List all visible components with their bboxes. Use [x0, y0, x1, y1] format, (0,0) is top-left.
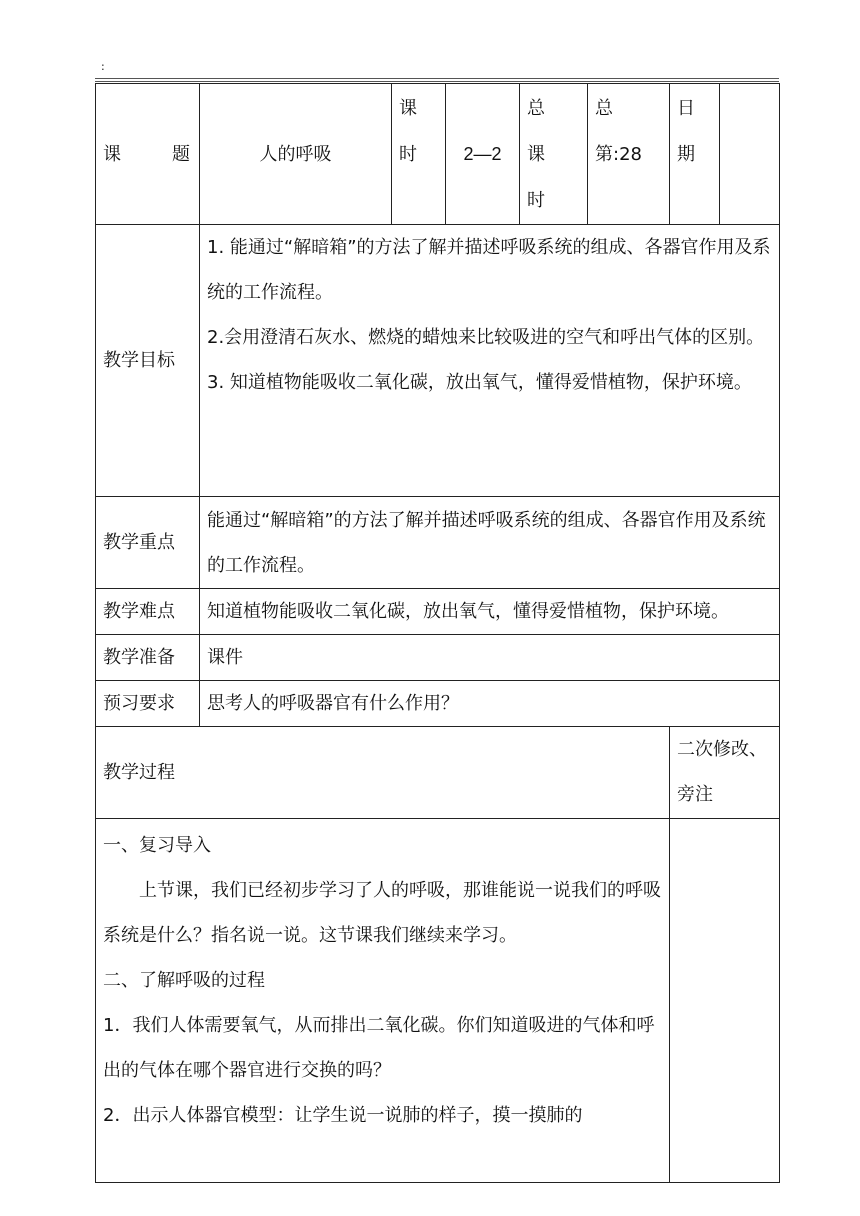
process-header-row	[96, 727, 780, 819]
total-label-top: 总 课	[527, 98, 563, 165]
date-label-bottom: 期	[677, 144, 695, 165]
process-heading: 二、了解呼吸的过程	[103, 970, 265, 991]
objective-item: 2.会用澄清石灰水、燃烧的蜡烛来比较吸进的空气和呼出气体的区别。	[207, 327, 765, 348]
period-label-cell	[392, 84, 446, 225]
date-label-cell	[670, 84, 720, 225]
date-label-top: 日	[677, 98, 695, 119]
objective-item: 1. 能通过“解暗箱”的方法了解并描述呼吸系统的组成、各器官作用及系统的工作流程。	[207, 237, 771, 303]
process-content	[96, 819, 670, 1183]
key-points-row	[96, 497, 780, 589]
preview-row	[96, 681, 780, 727]
header-rule	[95, 78, 779, 79]
total-label-cell	[520, 84, 588, 225]
total-value-top: 总	[595, 98, 613, 119]
objectives-content	[200, 225, 780, 497]
date-value	[720, 84, 780, 225]
difficulties-text: 知道植物能吸收二氧化碳，放出氧气，懂得爱惜植物，保护环境。	[200, 589, 780, 635]
period-label-top: 课	[399, 98, 417, 119]
header-rule-double	[95, 81, 779, 82]
difficulties-row	[96, 589, 780, 635]
preview-label: 预习要求	[96, 681, 200, 727]
difficulties-label: 教学难点	[96, 589, 200, 635]
process-heading: 一、复习导入	[103, 835, 211, 856]
process-content-row	[96, 819, 780, 1183]
topic-label-cell	[96, 84, 200, 225]
preview-text: 思考人的呼吸器官有什么作用？	[200, 681, 780, 727]
key-points-text: 能通过“解暗箱”的方法了解并描述呼吸系统的组成、各器官作用及系统的工作流程。	[200, 497, 780, 589]
process-label: 教学过程	[96, 727, 670, 819]
key-points-label: 教学重点	[96, 497, 200, 589]
preparation-text: 课件	[200, 635, 780, 681]
total-value-cell	[588, 84, 670, 225]
topic-value: 人的呼吸	[200, 84, 392, 225]
notes-label: 二次修改、旁注	[670, 727, 780, 819]
objectives-row	[96, 225, 780, 497]
notes-content	[670, 819, 780, 1183]
total-value-bottom: 第:28	[595, 144, 642, 165]
preparation-row	[96, 635, 780, 681]
topic-row	[96, 84, 780, 225]
process-paragraph: 2．出示人体器官模型：让学生说一说肺的样子，摸一摸肺的	[103, 1105, 583, 1126]
topic-label-left: 课	[103, 143, 121, 165]
preparation-label: 教学准备	[96, 635, 200, 681]
process-paragraph: 上节课，我们已经初步学习了人的呼吸，那谁能说一说我们的呼吸系统是什么？指名说一说。这节课我们继续来学习。	[103, 880, 661, 946]
header-mark: :	[101, 60, 105, 73]
period-value: 2—2	[446, 84, 520, 225]
total-label-bottom: 时	[527, 190, 545, 211]
objective-item: 3. 知道植物能吸收二氧化碳，放出氧气，懂得爱惜植物，保护环境。	[207, 372, 752, 393]
period-label-bottom: 时	[399, 144, 417, 165]
process-paragraph: 1．我们人体需要氧气，从而排出二氧化碳。你们知道吸进的气体和呼出的气体在哪个器官进行交换的吗？	[103, 1015, 655, 1081]
lesson-plan-table	[95, 83, 780, 1183]
objectives-label: 教学目标	[96, 225, 200, 497]
topic-label-right: 题	[172, 143, 190, 165]
